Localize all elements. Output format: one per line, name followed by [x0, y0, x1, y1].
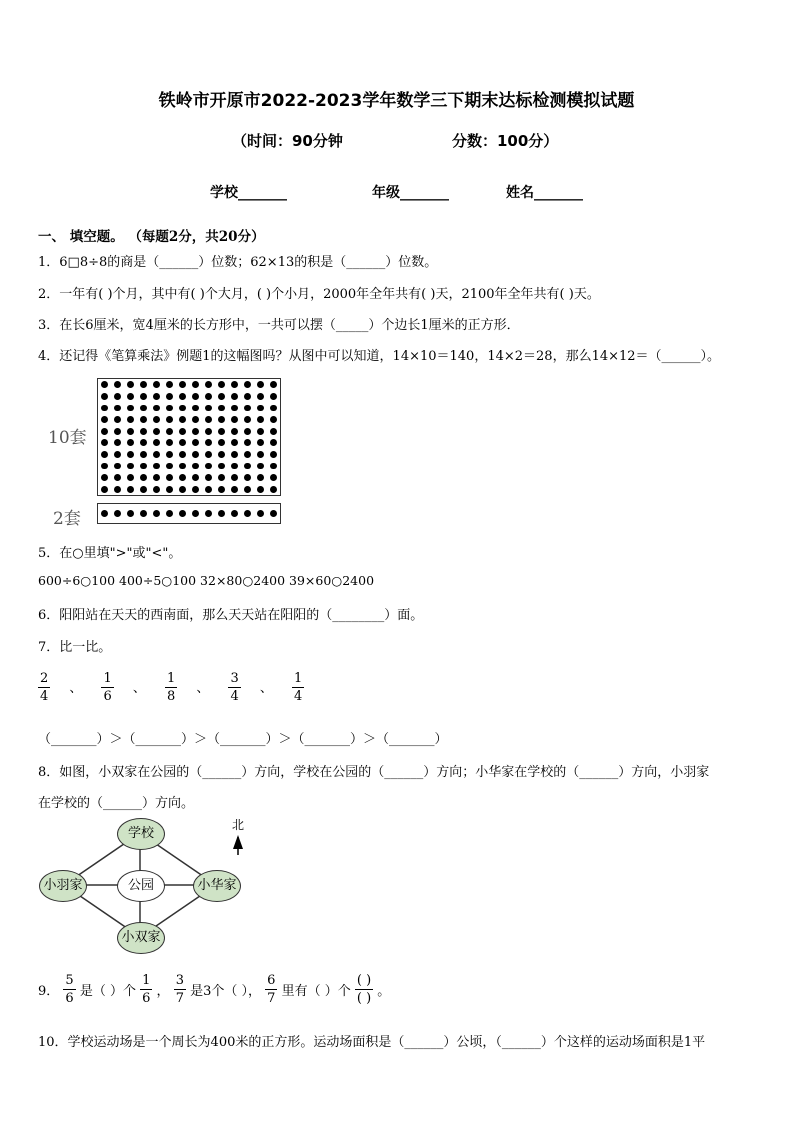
- dot: [140, 451, 147, 458]
- dot: [192, 428, 199, 435]
- dot: [257, 428, 264, 435]
- separator: 、: [69, 681, 83, 696]
- dot: [166, 486, 173, 493]
- dot: [231, 381, 238, 388]
- dot: [101, 428, 108, 435]
- dot: [114, 439, 121, 446]
- page-title: 铁岭市开原市2022-2023学年数学三下期末达标检测模拟试题: [158, 91, 635, 111]
- dot: [244, 439, 251, 446]
- dot: [179, 486, 186, 493]
- dot: [101, 463, 108, 470]
- dot: [218, 463, 225, 470]
- dot: [218, 405, 225, 412]
- dot: [140, 405, 147, 412]
- question-1: 1．6□8÷8的商是（______）位数；62×13的积是（______）位数。: [38, 255, 438, 270]
- separator: 、: [259, 681, 273, 696]
- dot: [140, 474, 147, 481]
- dot: [270, 451, 277, 458]
- dot: [244, 463, 251, 470]
- dot: [218, 381, 225, 388]
- dot: [231, 428, 238, 435]
- dot: [257, 474, 264, 481]
- dot: [244, 474, 251, 481]
- dot: [140, 486, 147, 493]
- dot: [257, 451, 264, 458]
- dot: [179, 451, 186, 458]
- dot: [153, 405, 160, 412]
- dot: [153, 393, 160, 400]
- q7-fraction-1: $\frac{2}{4}$: [40, 671, 49, 704]
- question-7: 7．比一比。: [38, 640, 112, 655]
- dot: [140, 416, 147, 423]
- dot: [114, 474, 121, 481]
- dot: [257, 439, 264, 446]
- dot: [205, 393, 212, 400]
- dot: [114, 381, 121, 388]
- question-9: 9． $\frac{5}{6}$ 是（ ）个 $\frac{1}{6}$ ， $\frac{3}{7}$ 是3个（ ）， $\frac{6}{7}$ 里有（ ）个 $\frac{( )}{( )}$ 。: [38, 973, 391, 1006]
- dot: [179, 510, 187, 518]
- question-2: 2．一年有( )个月，其中有( )个大月，( )个小月，2000年全年共有( )天，2100年全年共有( )天。: [38, 287, 600, 302]
- dot: [114, 428, 121, 435]
- dot: [166, 463, 173, 470]
- dot: [257, 405, 264, 412]
- dot: [270, 393, 277, 400]
- dot: [192, 451, 199, 458]
- dot: [270, 416, 277, 423]
- dot: [153, 451, 160, 458]
- dot: [231, 474, 238, 481]
- dot: [270, 463, 277, 470]
- dot: [231, 510, 239, 518]
- dot: [166, 510, 174, 518]
- q9-fraction-6-7: $\frac{6}{7}$: [267, 973, 276, 1006]
- map-node-xiaoyu-home: 小羽家: [39, 870, 87, 902]
- dot: [179, 428, 186, 435]
- dot: [218, 439, 225, 446]
- dot: [244, 428, 251, 435]
- question-8-cont: 在学校的（______）方向。: [38, 796, 195, 811]
- question-4: 4．还记得《笔算乘法》例题1的这幅图吗？从图中可以知道，14×10＝140，14×2＝28，那么14×12＝（______）。: [38, 349, 721, 364]
- dot: [114, 405, 121, 412]
- label-10-sets: 10套: [48, 428, 87, 448]
- dot: [218, 393, 225, 400]
- question-10: 10．学校运动场是一个周长为400米的正方形。运动场面积是（______）公顷，（______）个这样的运动场面积是1平: [38, 1035, 706, 1050]
- dot: [270, 381, 277, 388]
- dot: [257, 381, 264, 388]
- question-3: 3．在长6厘米，宽4厘米的长方形中，一共可以摆（_____）个边长1厘米的正方形．: [38, 318, 520, 333]
- dot: [244, 393, 251, 400]
- dot: [218, 486, 225, 493]
- dot: [127, 463, 134, 470]
- dot: [205, 451, 212, 458]
- dot: [166, 381, 173, 388]
- dot: [257, 510, 265, 518]
- dot: [231, 405, 238, 412]
- north-arrow-icon: [233, 835, 243, 855]
- dot-array-2-rows: [97, 503, 281, 524]
- dot: [101, 405, 108, 412]
- dot: [192, 510, 200, 518]
- dot: [231, 451, 238, 458]
- dot: [140, 393, 147, 400]
- dot: [205, 463, 212, 470]
- dot: [179, 474, 186, 481]
- dot: [205, 510, 213, 518]
- dot: [179, 463, 186, 470]
- q7-compare-blanks[interactable]: （_______）＞（_______）＞（_______）＞（_______）＞（_______）: [38, 732, 448, 747]
- exam-time: （时间：90分钟: [232, 132, 343, 150]
- q7-fraction-list: [38, 670, 304, 705]
- section-heading: 一、 填空题。 （每题2分，共20分）: [38, 229, 265, 245]
- dot: [166, 393, 173, 400]
- dot: [101, 393, 108, 400]
- dot: [114, 393, 121, 400]
- dot: [153, 510, 161, 518]
- q7-fraction-3: $\frac{1}{8}$: [166, 671, 176, 704]
- dot: [205, 405, 212, 412]
- q7-fraction-2: $\frac{1}{6}$: [103, 671, 112, 704]
- dot: [270, 439, 277, 446]
- dot: [101, 416, 108, 423]
- dot: [205, 381, 212, 388]
- dot: [114, 486, 121, 493]
- dot: [140, 463, 147, 470]
- dot: [270, 405, 277, 412]
- dot: [127, 428, 134, 435]
- map-node-xiaohua-home: 小华家: [193, 870, 241, 902]
- dot: [127, 381, 134, 388]
- dot: [192, 486, 199, 493]
- dot: [127, 510, 135, 518]
- dot: [101, 451, 108, 458]
- dot: [114, 416, 121, 423]
- dot: [166, 416, 173, 423]
- dot: [257, 463, 264, 470]
- q7-fraction-5: $\frac{1}{4}$: [293, 671, 303, 704]
- separator: 、: [196, 681, 210, 696]
- dot: [244, 486, 251, 493]
- dot: [270, 510, 278, 518]
- dot: [153, 486, 160, 493]
- dot: [140, 439, 147, 446]
- dot: [140, 510, 148, 518]
- dot: [192, 405, 199, 412]
- dot: [244, 381, 251, 388]
- dot: [231, 486, 238, 493]
- dot: [101, 486, 108, 493]
- dot: [114, 510, 122, 518]
- dot: [127, 451, 134, 458]
- dot: [166, 439, 173, 446]
- dot: [231, 439, 238, 446]
- dot: [153, 463, 160, 470]
- dot: [231, 463, 238, 470]
- map-node-xiaoshuang-home: 小双家: [117, 922, 165, 954]
- dot: [179, 381, 186, 388]
- q9-fraction-blank[interactable]: $\frac{( )}{( )}$: [356, 973, 372, 1006]
- dot: [257, 393, 264, 400]
- dot: [192, 381, 199, 388]
- dot: [101, 474, 108, 481]
- label-2-sets: 2套: [53, 509, 81, 529]
- map-node-park: 公园: [117, 870, 165, 902]
- dot: [192, 439, 199, 446]
- dot: [179, 439, 186, 446]
- dot: [192, 416, 199, 423]
- dot: [231, 416, 238, 423]
- dot: [218, 416, 225, 423]
- name-field[interactable]: 姓名_______: [506, 185, 583, 201]
- dot: [244, 451, 251, 458]
- separator: 、: [132, 681, 146, 696]
- dot: [179, 393, 186, 400]
- dot: [270, 474, 277, 481]
- q9-fraction-3-7: $\frac{3}{7}$: [175, 973, 184, 1006]
- dot: [244, 416, 251, 423]
- dot: [101, 439, 108, 446]
- dot-array-10-rows: [97, 378, 281, 496]
- dot: [270, 428, 277, 435]
- question-8: 8．如图，小双家在公园的（______）方向，学校在公园的（______）方向；小华家在学校的（______）方向，小羽家: [38, 765, 710, 780]
- dot: [244, 405, 251, 412]
- dot: [127, 474, 134, 481]
- dot: [114, 451, 121, 458]
- dot: [127, 393, 134, 400]
- dot: [127, 486, 134, 493]
- dot: [179, 416, 186, 423]
- dot: [270, 486, 277, 493]
- dot: [166, 474, 173, 481]
- dot: [205, 416, 212, 423]
- dot: [205, 439, 212, 446]
- dot: [218, 510, 226, 518]
- dot: [192, 393, 199, 400]
- question-6: 6．阳阳站在天天的西南面，那么天天站在阳阳的（________）面。: [38, 608, 424, 623]
- dot: [140, 381, 147, 388]
- dot: [153, 428, 160, 435]
- dot: [114, 463, 121, 470]
- q9-fraction-1-6: $\frac{1}{6}$: [142, 973, 151, 1006]
- dot: [127, 416, 134, 423]
- dot: [192, 463, 199, 470]
- exam-score: 分数：100分）: [452, 132, 559, 150]
- dot: [244, 510, 252, 518]
- dot: [153, 416, 160, 423]
- dot: [140, 428, 147, 435]
- dot: [231, 393, 238, 400]
- dot: [179, 405, 186, 412]
- school-field[interactable]: 学校_______: [210, 185, 287, 201]
- dot: [166, 405, 173, 412]
- north-label: 北: [232, 818, 245, 832]
- dot: [127, 439, 134, 446]
- dot: [257, 486, 264, 493]
- dot: [153, 439, 160, 446]
- dot: [166, 451, 173, 458]
- dot: [153, 474, 160, 481]
- grade-field[interactable]: 年级_______: [372, 185, 449, 201]
- dot: [153, 381, 160, 388]
- dot: [127, 405, 134, 412]
- q9-fraction-5-6: $\frac{5}{6}$: [65, 973, 74, 1006]
- dot: [101, 510, 109, 518]
- dot: [218, 428, 225, 435]
- question-5-items: 600÷6○100 400÷5○100 32×80○2400 39×60○2400: [38, 573, 375, 588]
- dot: [218, 474, 225, 481]
- dot: [192, 474, 199, 481]
- question-5: 5．在○里填">"或"<"。: [38, 546, 182, 561]
- dot: [205, 474, 212, 481]
- q7-fraction-4: $\frac{3}{4}$: [230, 671, 239, 704]
- dot: [218, 451, 225, 458]
- dot: [166, 428, 173, 435]
- dot: [101, 381, 108, 388]
- dot: [257, 416, 264, 423]
- dot: [205, 428, 212, 435]
- dot: [205, 486, 212, 493]
- map-node-school: 学校: [117, 818, 165, 850]
